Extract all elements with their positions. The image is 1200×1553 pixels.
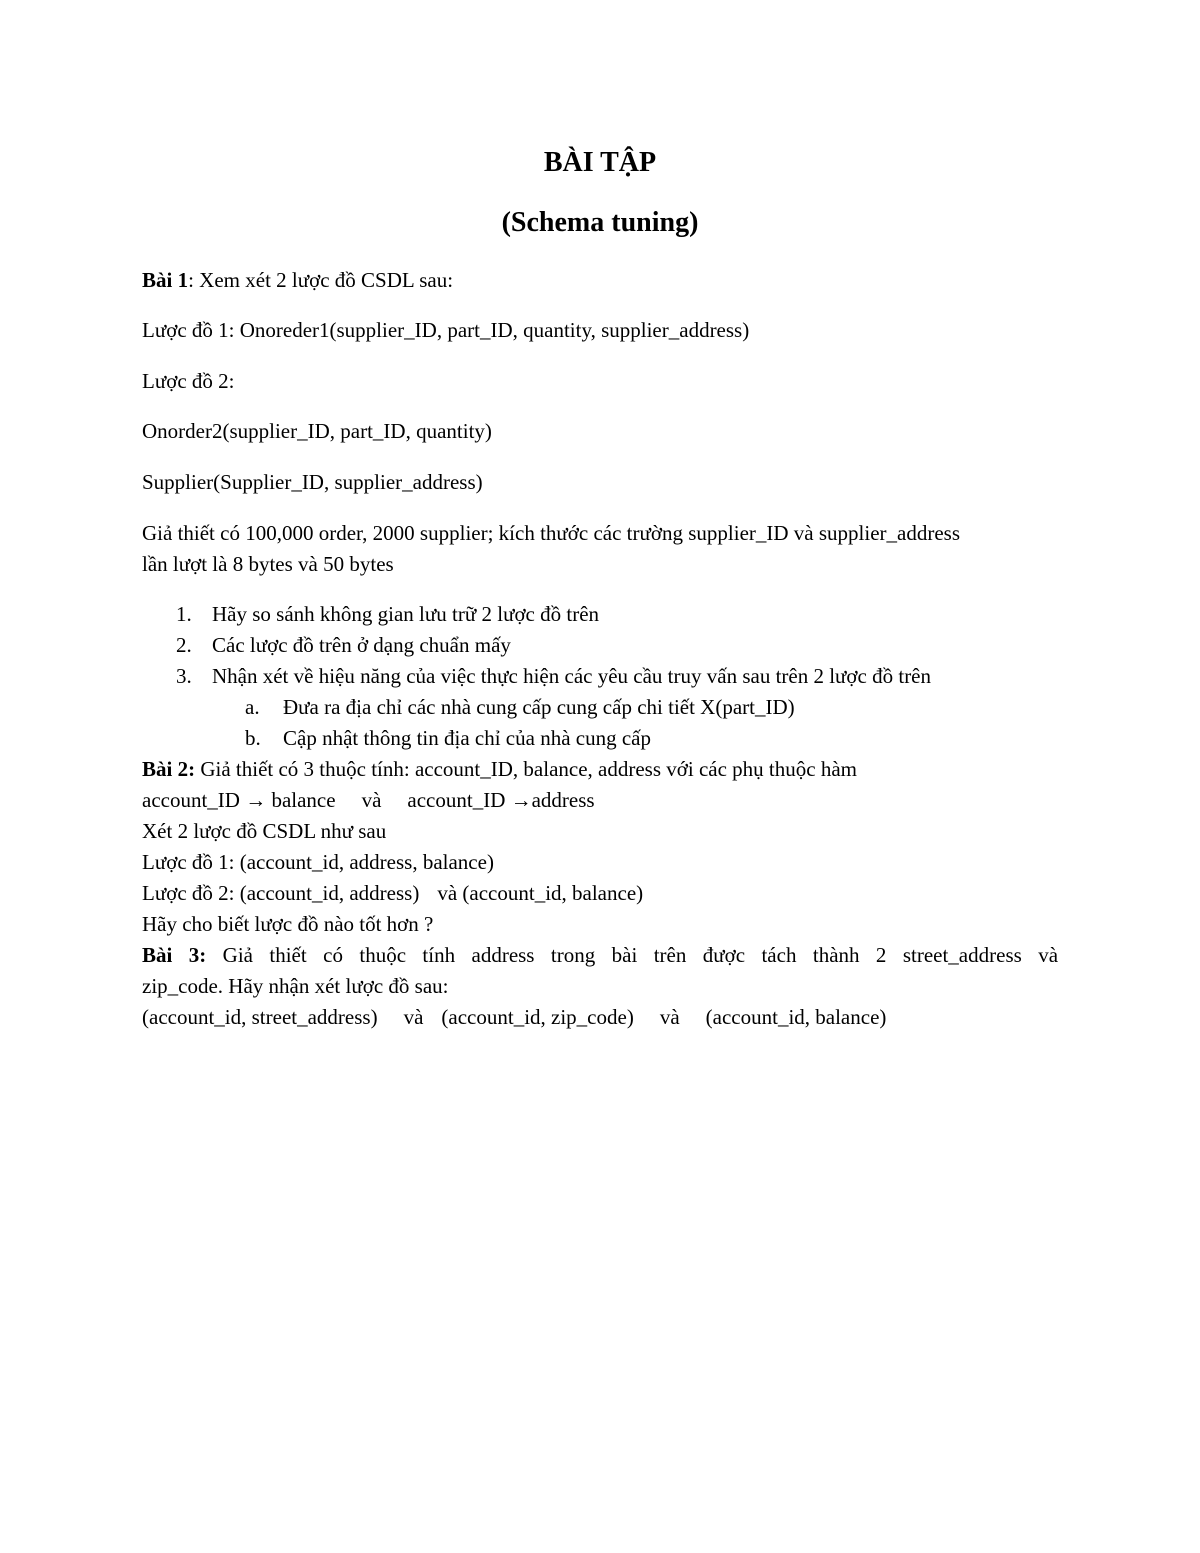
bai3-schema-a: (account_id, street_address) [142,1005,378,1029]
bai2-fd2: account_ID →address [407,788,595,812]
bai3-and1: và [403,1005,424,1029]
bai3-word: được [702,943,746,967]
bai1-assumption-line1: Giả thiết có 100,000 order, 2000 supplier; kích thước các trường supplier_ID và supplier_address [142,521,961,545]
subquestion-text: Cập nhật thông tin địa chỉ của nhà cung cấp [283,726,651,750]
page-subtitle: (Schema tuning) [501,207,699,238]
bai3-word: tách [761,943,797,967]
bai1-subquestion-b [245,723,651,754]
bai3-schema-c: (account_id, balance) [705,1005,887,1029]
bai3-word: có [323,943,343,967]
bai3-word: tính [422,943,456,967]
bai3-word: Giả [222,943,253,967]
bai2-schema2-a: Lược đồ 2: (account_id, address) [142,881,420,905]
bai1-subquestion-a [245,692,795,723]
bai2-functional-dependencies [142,785,595,816]
bai3-schema-b: (account_id, zip_code) [441,1005,634,1029]
subquestion-text: Đưa ra địa chỉ các nhà cung cấp cung cấp chi tiết X(part_ID) [283,695,795,719]
bai3-word: address [471,943,535,967]
bai2-schema2-b: (account_id, balance) [462,881,644,905]
bai3-line2: zip_code. Hãy nhận xét lược đồ sau: [142,974,449,998]
bai3-and2: và [659,1005,680,1029]
bai2-schema2 [142,878,643,909]
bai3-word: thuộc [359,943,407,967]
page-title: BÀI TẬP [543,147,657,178]
bai1-schema2-table1: Onorder2(supplier_ID, part_ID, quantity) [142,419,492,443]
bai2-question: Hãy cho biết lược đồ nào tốt hơn ? [142,912,434,936]
bai1-assumption-line2: lần lượt là 8 bytes và 50 bytes [142,552,394,576]
subquestion-letter: b. [245,726,261,750]
bai3-word: street_address [902,943,1022,967]
bai3-word: thiết [269,943,307,967]
question-number: 1. [176,602,192,626]
question-text: Các lược đồ trên ở dạng chuẩn mấy [212,633,511,657]
bai3-label: Bài 3: [142,943,207,967]
bai1-schema1: Lược đồ 1: Onoreder1(supplier_ID, part_ID, quantity, supplier_address) [142,318,750,342]
bai1-question-1 [176,599,599,630]
bai1-intro [142,265,453,296]
bai2-fd-and: và [361,788,382,812]
subquestion-letter: a. [245,695,260,719]
bai2-label: Bài 2: [142,757,196,781]
bai2-consider: Xét 2 lược đồ CSDL như sau [142,819,387,843]
bai2-fd1: account_ID → balance [142,788,336,812]
bai1-question-2 [176,630,511,661]
bai1-schema2-label: Lược đồ 2: [142,369,235,393]
bai1-schema2-table2: Supplier(Supplier_ID, supplier_address) [142,470,483,494]
bai3-word: 2 [875,943,887,967]
bai3-word: trong [550,943,596,967]
bai1-intro-text: : Xem xét 2 lược đồ CSDL sau: [188,268,454,292]
bai3-line1 [142,940,1058,971]
bai2-intro [142,754,857,785]
bai2-schema1: Lược đồ 1: (account_id, address, balance) [142,850,494,874]
question-text: Hãy so sánh không gian lưu trữ 2 lược đồ trên [212,602,600,626]
bai3-word: thành [812,943,860,967]
question-text: Nhận xét về hiệu năng của việc thực hiện các yêu cầu truy vấn sau trên 2 lược đồ trên [212,664,932,688]
bai3-word: bài [611,943,638,967]
bai2-intro-text: Giả thiết có 3 thuộc tính: account_ID, balance, address với các phụ thuộc hàm [195,757,857,781]
bai3-word: trên [653,943,687,967]
question-number: 2. [176,633,192,657]
bai1-question-3 [176,661,931,692]
bai1-label: Bài 1 [142,268,189,292]
bai2-schema2-and: và [437,881,458,905]
bai3-word: và [1038,943,1059,967]
question-number: 3. [176,664,192,688]
bai3-schemas [142,1002,886,1033]
